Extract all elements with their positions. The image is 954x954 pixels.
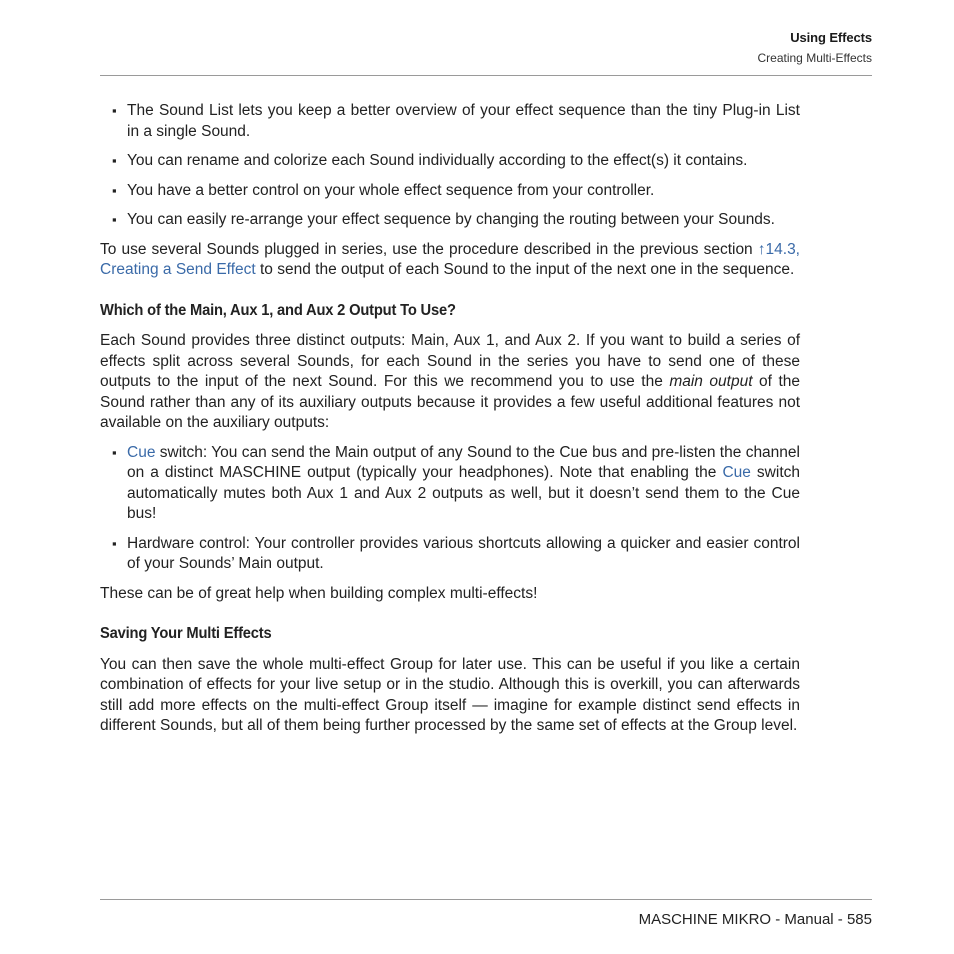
bullet-icon: ▪ bbox=[112, 182, 117, 198]
features-list bbox=[100, 443, 800, 575]
list-item: ▪ You can rename and colorize each Sound individually according to the effect(s) it contains. bbox=[100, 151, 800, 172]
list-item: ▪ The Sound List lets you keep a better overview of your effect sequence than the tiny Plug-in List in a single Sound. bbox=[112, 102, 800, 140]
bullet-icon: ▪ bbox=[112, 153, 117, 168]
bullet-icon: ▪ bbox=[112, 103, 117, 118]
heading-saving: Saving Your Multi Effects bbox=[100, 625, 272, 642]
heading-output: Which of the Main, Aux 1, and Aux 2 Output To Use? bbox=[100, 301, 456, 319]
footer-divider bbox=[100, 899, 872, 900]
section-title: Creating Multi-Effects bbox=[757, 51, 872, 65]
chapter-title: Using Effects bbox=[790, 30, 872, 45]
bullet-icon: ▪ bbox=[112, 535, 117, 551]
cue-link[interactable]: Cue bbox=[127, 443, 156, 461]
benefits-list bbox=[100, 101, 800, 231]
list-item: ▪ You have a better control on your whole effect sequence from your controller. bbox=[100, 181, 800, 202]
page-body bbox=[100, 101, 800, 746]
page-footer: MASCHINE MIKRO - Manual - 585 bbox=[638, 911, 872, 928]
section-link[interactable]: ↑14.3, Creating a Send Effect bbox=[100, 240, 800, 278]
header-divider bbox=[100, 75, 872, 76]
page-header bbox=[100, 30, 872, 65]
cue-link[interactable]: Cue bbox=[722, 464, 751, 481]
bullet-icon: ▪ bbox=[112, 444, 117, 460]
list-item: ▪ Cue switch: You can send the Main output of any Sound to the Cue bus and pre-listen the channel on a distinct MASCHINE output (typically your headphones). Note that enabling the Cue switch automatically mutes both Aux 1 and Aux 2 outputs as well, but it doesn’t send them to the Cue bus! bbox=[112, 443, 800, 522]
list-item: ▪ Hardware control: Your controller provides various shortcuts allowing a quicker and easier control of your Sounds’ Main output. bbox=[112, 534, 800, 572]
bullet-icon: ▪ bbox=[112, 212, 117, 227]
paragraph-help: These can be of great help when building complex multi-effects! bbox=[100, 584, 538, 602]
paragraph-saving: You can then save the whole multi-effect Group for later use. This can be useful if you like a certain combination of effects for your live setup or in the studio. Although this is overkill, you can afterwards still add more effects on the multi-effect Group itself — imagine for example distinct send effects in different Sounds, but all of them being further processed by the same set of effects at the Group level. bbox=[100, 655, 800, 734]
paragraph-series: To use several Sounds plugged in series, use the procedure described in the previous section ↑14.3, Creating a Send Effect to send the output of each Sound to the input of the next one in the sequence. bbox=[100, 240, 800, 278]
list-item: ▪ You can easily re-arrange your effect sequence by changing the routing between your Sounds. bbox=[100, 210, 800, 231]
paragraph-outputs: Each Sound provides three distinct outputs: Main, Aux 1, and Aux 2. If you want to build a series of effects split across several Sounds, for each Sound in the series you have to send one of these outputs to the input of the next Sound. For this we recommend you to use the main output of the Sound rather than any of its auxiliary outputs because it provides a few useful additional features not available on the auxiliary outputs: bbox=[100, 332, 800, 431]
